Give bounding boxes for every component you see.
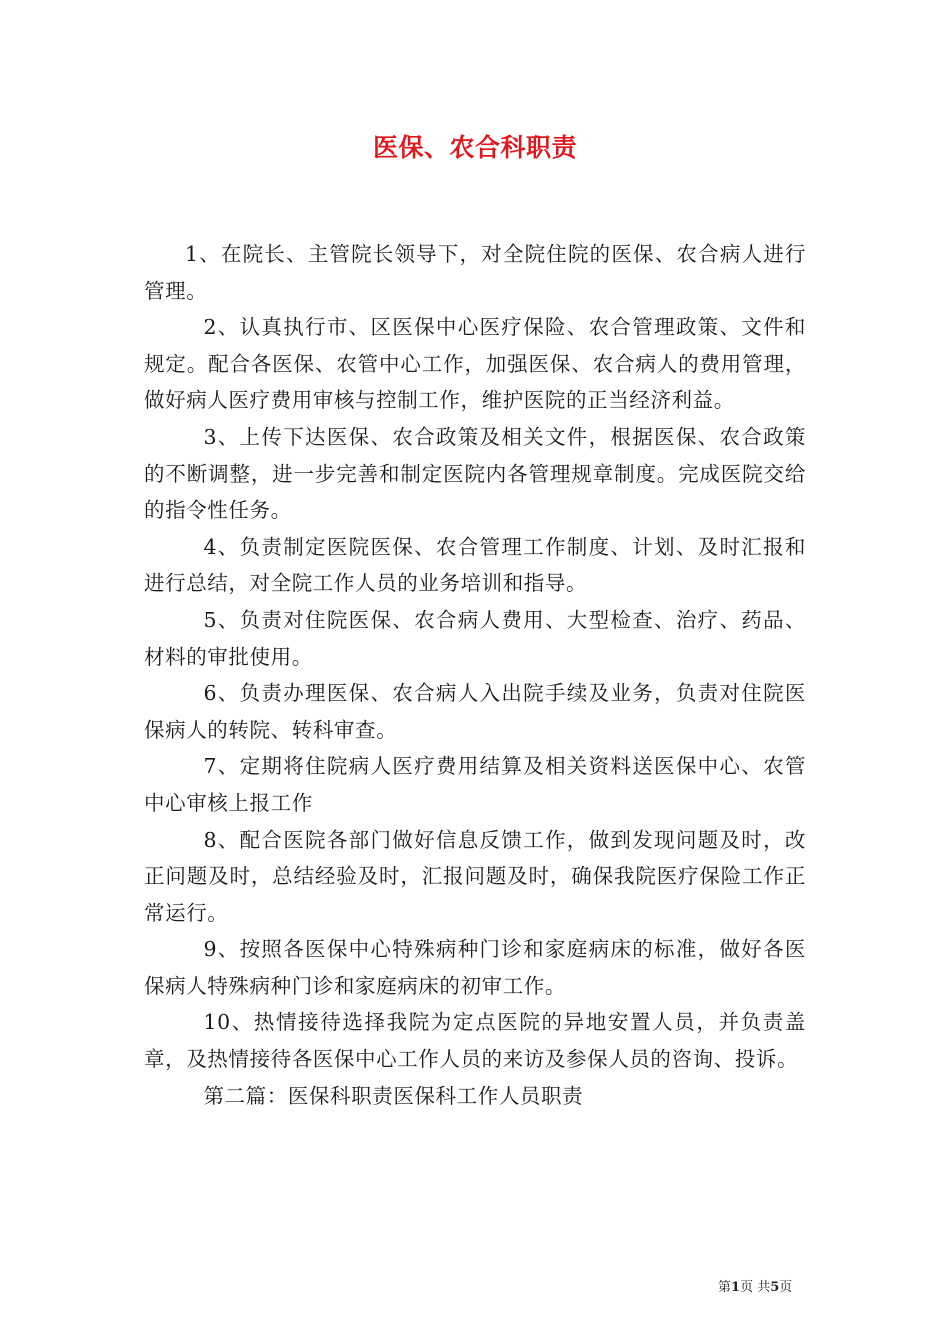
footer-middle: 页 共 — [740, 1280, 771, 1295]
paragraph-5: 5、负责对住院医保、农合病人费用、大型检查、治疗、药品、材料的审批使用。 — [144, 607, 806, 669]
footer-total-pages: 5 — [770, 1280, 780, 1295]
footer-prefix: 第 — [718, 1280, 732, 1295]
paragraph-next-section: 第二篇：医保科职责医保科工作人员职责 — [203, 1083, 584, 1108]
paragraph-10: 10、热情接待选择我院为定点医院的异地安置人员，并负责盖章，及热情接待各医保中心工作人员的来访及参保人员的咨询、投诉。 — [144, 1010, 806, 1072]
paragraph-8: 8、配合医院各部门做好信息反馈工作，做到发现问题及时，改正问题及时，总结经验及时，汇报问题及时，确保我院医疗保险工作正常运行。 — [144, 827, 806, 925]
footer-current-page: 1 — [731, 1280, 741, 1295]
paragraph-7: 7、定期将住院病人医疗费用结算及相关资料送医保中心、农管中心审核上报工作 — [144, 754, 806, 815]
paragraph-4: 4、负责制定医院医保、农合管理工作制度、计划、及时汇报和进行总结，对全院工作人员的业务培训和指导。 — [144, 534, 806, 596]
paragraph-9: 9、按照各医保中心特殊病种门诊和家庭病床的标准，做好各医保病人特殊病种门诊和家庭病床的初审工作。 — [144, 937, 806, 998]
page-title: 医保、农合科职责 — [372, 133, 577, 162]
paragraph-3: 3、上传下达医保、农合政策及相关文件，根据医保、农合政策的不断调整，进一步完善和制定医院内各管理规章制度。完成医院交给的指令性任务。 — [144, 424, 806, 523]
page-number-footer — [718, 1276, 792, 1295]
paragraph-2: 2、认真执行市、区医保中心医疗保险、农合管理政策、文件和规定。配合各医保、农管中心工作，加强医保、农合病人的费用管理，做好病人医疗费用审核与控制工作，维护医院的正当经济利益。 — [144, 315, 806, 413]
paragraph-1: 1、在院长、主管院长领导下，对全院住院的医保、农合病人进行管理。 — [144, 242, 806, 303]
paragraph-6: 6、负责办理医保、农合病人入出院手续及业务，负责对住院医保病人的转院、转科审查。 — [144, 681, 806, 742]
document-body — [144, 236, 806, 1114]
footer-suffix: 页 — [779, 1280, 793, 1295]
